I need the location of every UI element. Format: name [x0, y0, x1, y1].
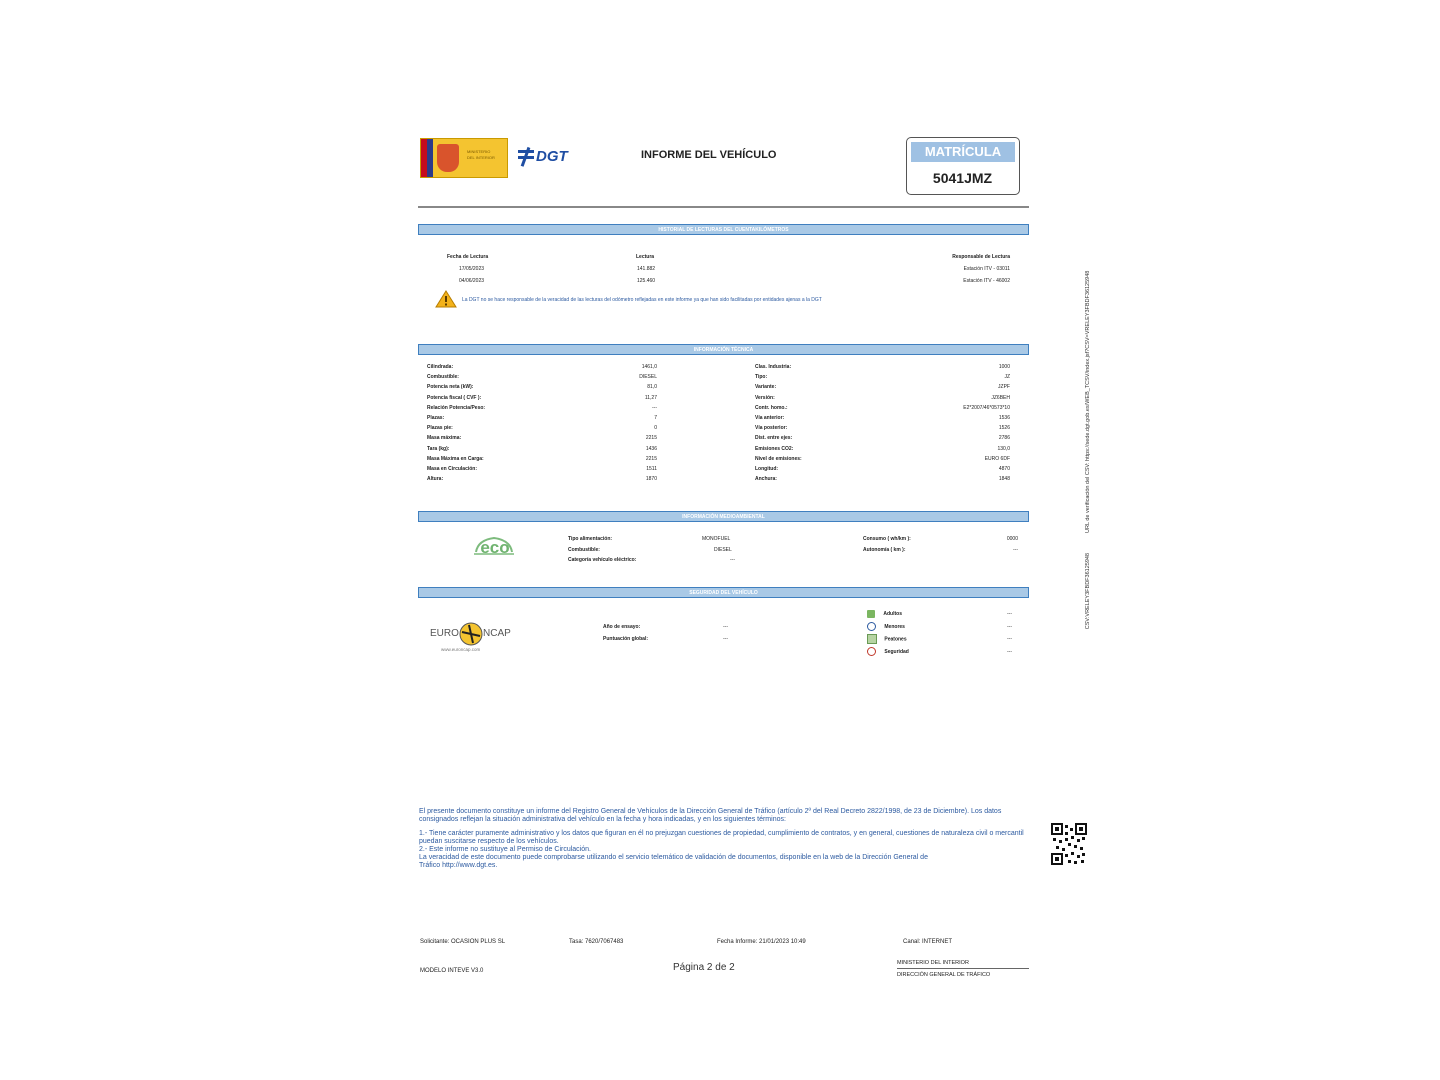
field-label: Tara (kg): — [427, 445, 450, 452]
odometer-section-bar: HISTORIAL DE LECTURAS DEL CUENTAKILÓMETROS — [418, 224, 1029, 235]
plate-box — [906, 137, 1020, 195]
rating-label: Menores — [884, 623, 905, 630]
technical-field — [427, 393, 657, 403]
technical-field — [755, 433, 1010, 443]
field-label: Clas. Industria: — [755, 364, 792, 370]
odometer-row-responsible: Estación ITV - 03011 — [963, 266, 1010, 272]
field-value: 2215 — [645, 435, 657, 442]
technical-right-column — [755, 362, 1010, 484]
environmental-left-column — [568, 534, 736, 566]
footer-solicitante: Solicitante: OCASION PLUS SL — [420, 939, 506, 945]
safety-rating-row — [867, 647, 1012, 660]
dgt-symbol-icon — [516, 146, 536, 168]
field-label: Año de ensayo: — [603, 624, 641, 630]
field-label: Potencia neta (kW): — [427, 384, 474, 391]
footer-modelo: MODELO INTEVE V3.0 — [420, 968, 484, 974]
technical-section-bar: INFORMACIÓN TÉCNICA — [418, 344, 1029, 355]
pedestrian-icon — [867, 634, 877, 644]
field-label: Vía posterior: — [755, 425, 788, 432]
technical-field — [755, 423, 1010, 433]
technical-field — [755, 403, 1010, 413]
plate-value: 5041JMZ — [932, 170, 993, 186]
field-label: Tipo: — [755, 374, 768, 381]
field-value: --- — [730, 557, 735, 563]
odometer-row-date: 17/05/2023 — [459, 266, 485, 272]
field-label: Vía anterior: — [755, 414, 785, 421]
environmental-field — [568, 555, 736, 566]
field-label: Plazas pie: — [427, 425, 453, 432]
safety-section-bar: SEGURIDAD DEL VEHÍCULO — [418, 587, 1029, 598]
environmental-section-bar: INFORMACIÓN MEDIOAMBIENTAL — [418, 511, 1029, 522]
field-value: JZ — [1004, 374, 1010, 381]
dgt-logo — [516, 146, 572, 174]
technical-field — [427, 403, 657, 413]
technical-field — [755, 372, 1010, 382]
technical-field — [427, 444, 657, 454]
technical-field — [427, 474, 657, 484]
footer-tasa: Tasa: 7620/7067483 — [569, 939, 624, 945]
technical-field — [427, 372, 657, 382]
ncap-left-text: EURO — [430, 628, 459, 639]
dgt-logo-text: DGT — [536, 148, 568, 165]
odometer-col-reading: Lectura — [636, 254, 655, 260]
environmental-field — [568, 534, 736, 545]
field-value: 1848 — [998, 476, 1010, 483]
ncap-url: www.euroncap.com — [441, 647, 481, 652]
field-value: EURO 6DF — [984, 455, 1010, 462]
technical-field — [427, 433, 657, 443]
field-label: Masa en Circulación: — [427, 465, 478, 472]
child-occupant-icon — [867, 622, 876, 631]
csv-code-vertical: CSV:VRELEY3FBDF36125948 — [1085, 553, 1091, 630]
ncap-emblem-icon — [459, 622, 483, 646]
safety-assist-icon — [867, 647, 876, 656]
odometer-col-responsible: Responsable de Lectura — [952, 254, 1010, 260]
field-value: MONOFUEL — [702, 536, 731, 542]
technical-field — [755, 474, 1010, 484]
technical-field — [755, 444, 1010, 454]
rating-label: Adultos — [883, 611, 902, 617]
page-number: Página 2 de 2 — [673, 962, 735, 973]
field-label: Potencia fiscal ( CVF ): — [427, 394, 482, 401]
field-value: 7 — [654, 414, 657, 421]
rating-value: --- — [1007, 623, 1012, 630]
odometer-row-responsible: Estación ITV - 46002 — [963, 278, 1010, 284]
safety-left-column — [603, 622, 728, 645]
field-value: DIESEL — [714, 546, 732, 553]
footer-signature-line — [897, 968, 1029, 969]
field-value: 1536 — [998, 414, 1010, 421]
legal-paragraph: El presente documento constituye un informe del Registro General de Vehículos de la Dirección General de Tráfico (artículo 2º del Real Decreto 2822/1998, de 23 de Diciembre). Los datos consignados reflejan la situación administrativa del vehículo en la fecha y hora indicadas, y en los siguientes términos: — [419, 808, 1002, 823]
safety-rating-row — [867, 609, 1012, 622]
field-value: 81,0 — [647, 384, 657, 391]
environmental-field — [568, 545, 736, 556]
field-label: Dist. entre ejes: — [755, 435, 793, 442]
adult-occupant-icon — [867, 610, 875, 618]
rating-value: --- — [1007, 648, 1012, 655]
field-value: 1526 — [998, 425, 1010, 432]
field-value: 1436 — [645, 445, 657, 452]
header-divider — [418, 206, 1029, 208]
field-value: --- — [652, 404, 657, 411]
safety-right-column — [867, 609, 1012, 659]
field-value: 0000 — [1006, 536, 1018, 542]
ncap-right-text: NCAP — [483, 628, 511, 639]
eco-label: eco — [480, 538, 510, 557]
odometer-row-reading: 125.460 — [637, 278, 656, 284]
field-value: --- — [723, 624, 728, 630]
field-label: Masa máxima: — [427, 435, 462, 442]
field-label: Altura: — [427, 476, 444, 483]
rating-value: --- — [1007, 636, 1012, 642]
legal-paragraph: La veracidad de este documento puede comprobarse utilizando el servicio telemático de validación de documentos, disponible en la web de la Dirección General de Tráfico http://www.dgt.es. — [419, 854, 928, 869]
field-label: Versión: — [755, 394, 775, 401]
field-label: Cilindrada: — [427, 364, 454, 370]
legal-notice — [419, 808, 1031, 870]
odometer-warning-text: La DGT no se hace responsable de la veracidad de las lecturas del odómetro reflejadas en este informe ya que han sido facilitadas por entidades ajenas a la DGT — [462, 297, 822, 303]
verification-url-vertical: URL de verificación del CSV: https://sede.dgt.gob.es/WEB_TCSV/index.jsf?CSV=VRELEY3FBDF36125948 — [1085, 270, 1091, 533]
ministry-logo-text-2: DEL INTERIOR — [467, 155, 495, 160]
field-value: 2215 — [645, 455, 657, 462]
ministry-logo-text-1: MINISTERIO — [467, 149, 491, 154]
field-value: JZ6BEH — [991, 394, 1010, 401]
technical-field — [427, 382, 657, 392]
field-label: Variante: — [755, 384, 777, 391]
field-label: Consumo ( wh/km ): — [863, 536, 911, 542]
field-label: Longitud: — [755, 465, 779, 472]
field-label: Combustible: — [427, 374, 459, 381]
footer-canal: Canal: INTERNET — [903, 939, 953, 945]
technical-field — [427, 423, 657, 433]
technical-field — [755, 362, 1010, 372]
qr-code-icon — [1051, 823, 1087, 865]
coat-of-arms-icon — [437, 144, 459, 172]
field-value: 11,27 — [644, 394, 657, 401]
field-value: --- — [1013, 546, 1018, 553]
field-value: 130,0 — [997, 445, 1010, 452]
field-value: 2786 — [998, 435, 1010, 442]
field-value: 1511 — [646, 465, 657, 472]
field-value: E2*2007/46*0573*10 — [963, 404, 1010, 411]
field-value: --- — [723, 635, 728, 642]
odometer-row-reading: 141.882 — [637, 266, 656, 272]
plate-label: MATRÍCULA — [911, 142, 1015, 162]
field-label: Plazas: — [427, 414, 445, 421]
field-label: Combustible: — [568, 546, 600, 553]
footer-ministerio: MINISTERIO DEL INTERIOR — [897, 960, 969, 966]
safety-field — [603, 634, 728, 646]
eco-badge — [470, 532, 518, 564]
technical-field — [755, 393, 1010, 403]
field-value: 1870 — [645, 476, 657, 483]
field-value: 1461,0 — [641, 364, 657, 370]
field-label: Categoría vehículo eléctrico: — [568, 557, 637, 563]
field-label: Puntuación global: — [603, 635, 648, 642]
page-title: INFORME DEL VEHÍCULO — [641, 149, 777, 161]
warning-icon — [435, 290, 457, 308]
footer-fecha-informe: Fecha Informe: 21/01/2023 10:49 — [717, 939, 806, 945]
field-value: JZPF — [998, 384, 1010, 391]
legal-paragraph: 2.- Este informe no sustituye al Permiso de Circulación. — [419, 846, 591, 853]
field-label: Anchura: — [755, 476, 777, 483]
footer-direccion: DIRECCIÓN GENERAL DE TRÁFICO — [897, 972, 991, 978]
field-label: Contr. homo.: — [755, 404, 788, 411]
field-label: Tipo alimentación: — [568, 536, 613, 542]
technical-field — [427, 464, 657, 474]
field-label: Relación Potencia/Peso: — [427, 404, 486, 411]
environmental-field — [863, 545, 1018, 556]
field-value: 1000 — [998, 364, 1010, 370]
field-label: Nivel de emisiones: — [755, 455, 802, 462]
rating-label: Peatones — [884, 636, 907, 643]
field-value: 0 — [654, 425, 657, 432]
rating-value: --- — [1007, 611, 1012, 617]
field-value: 4870 — [998, 465, 1010, 472]
safety-rating-row — [867, 634, 1012, 647]
field-label: Autonomía ( km ): — [863, 546, 906, 553]
technical-field — [755, 382, 1010, 392]
odometer-row-date: 04/06/2023 — [459, 278, 485, 284]
spain-ministry-logo — [420, 138, 508, 178]
field-label: Emisiones CO2: — [755, 445, 794, 452]
technical-left-column — [427, 362, 657, 484]
field-value: DIESEL — [639, 374, 657, 381]
technical-field — [755, 413, 1010, 423]
field-label: Masa Máxima en Carga: — [427, 455, 484, 462]
rating-label: Seguridad — [884, 648, 909, 655]
legal-paragraph: 1.- Tiene carácter puramente administrativo y los datos que figuran en él no prejuzgan cuestiones de propiedad, cumplimiento de contratos, y en general, cuestiones de naturaleza civil o mercantil puedan suscitarse respecto de los vehículos. — [419, 830, 1024, 845]
safety-field — [603, 622, 728, 634]
technical-field — [427, 362, 657, 372]
technical-field — [427, 413, 657, 423]
euro-ncap-logo — [430, 614, 514, 656]
odometer-col-date: Fecha de Lectura — [447, 254, 489, 260]
technical-field — [755, 454, 1010, 464]
technical-field — [755, 464, 1010, 474]
environmental-right-column — [863, 534, 1018, 555]
technical-field — [427, 454, 657, 464]
safety-rating-row — [867, 622, 1012, 635]
environmental-field — [863, 534, 1018, 545]
